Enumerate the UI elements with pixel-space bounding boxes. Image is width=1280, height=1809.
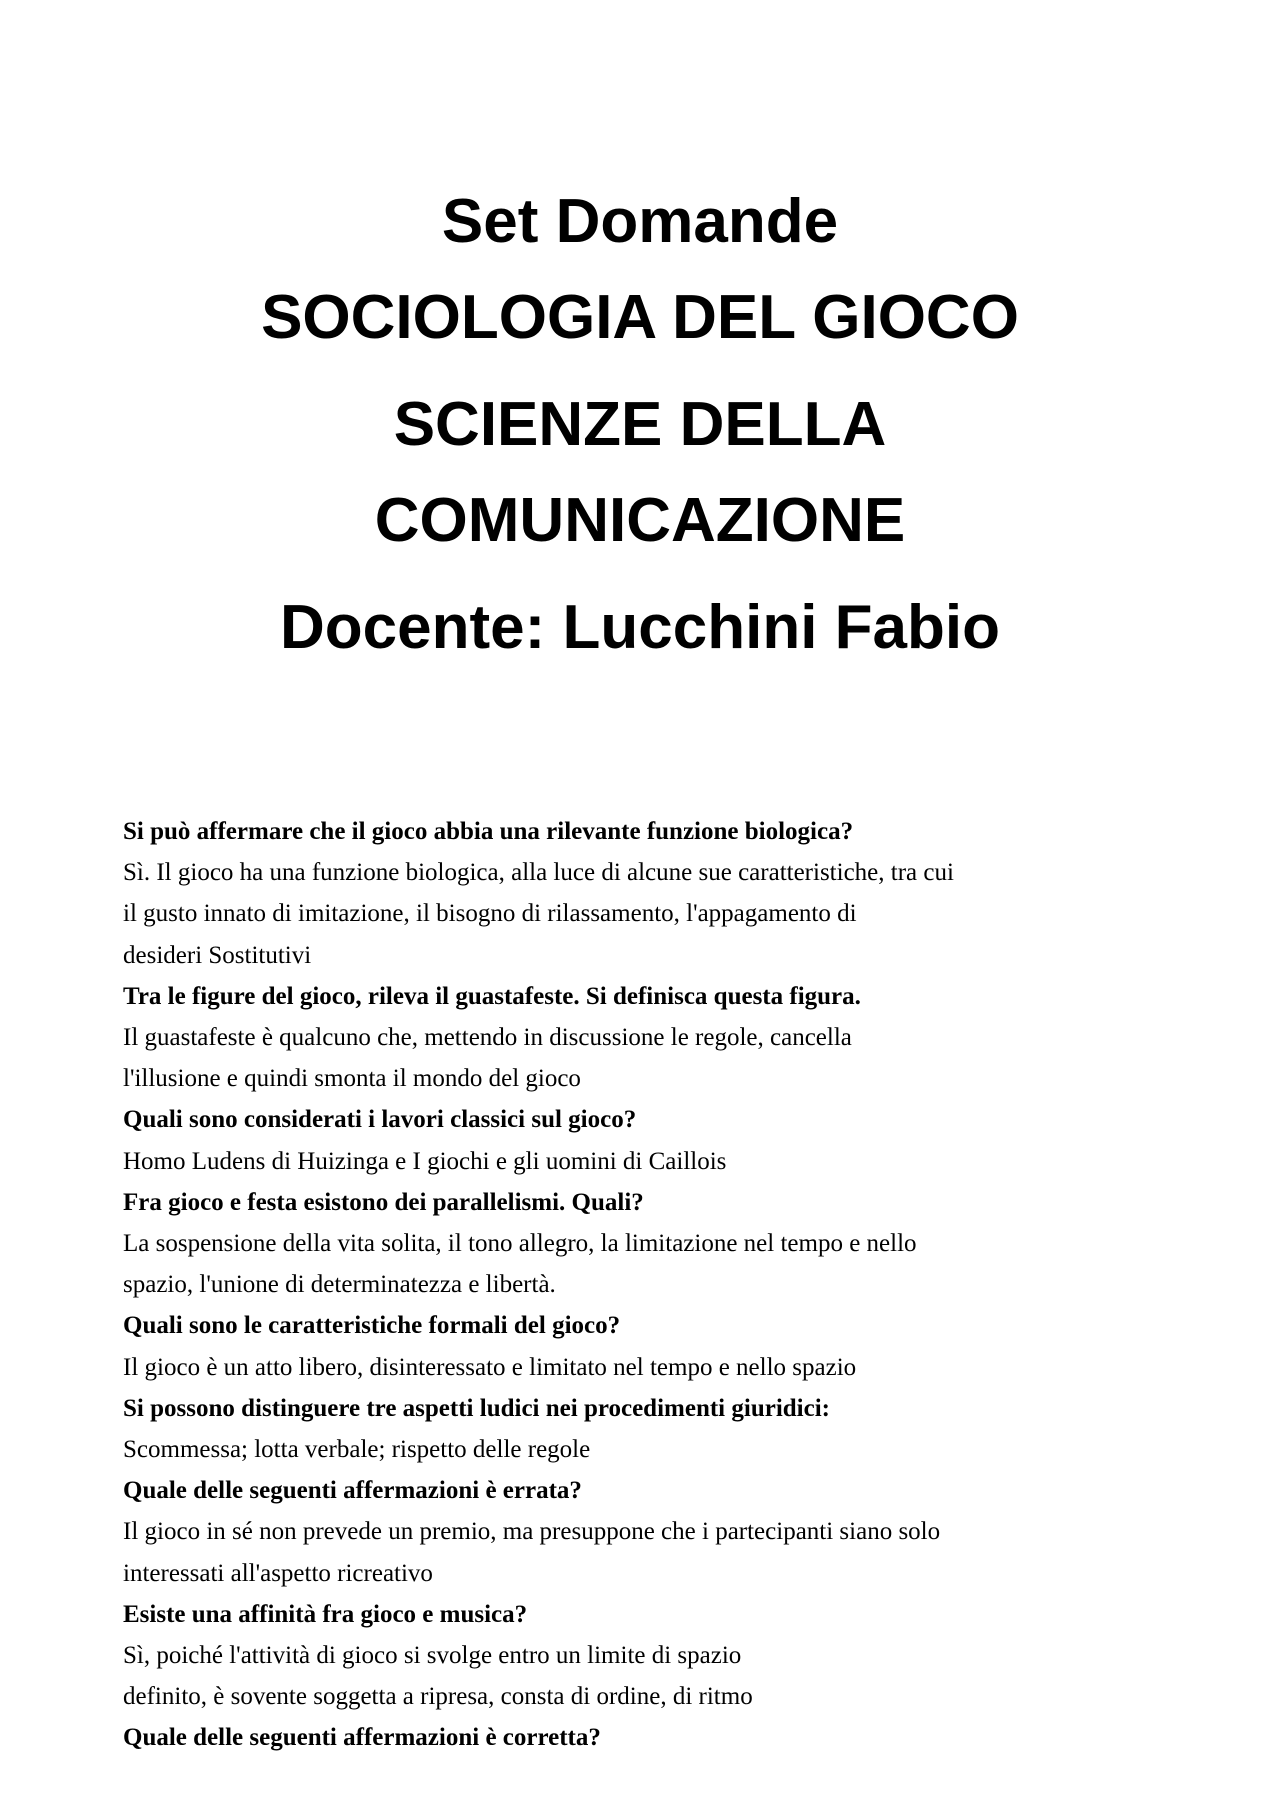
question-answer-list: [123, 811, 1183, 1759]
title-line: SOCIOLOGIA DEL GIOCO: [261, 283, 1019, 352]
answer-line: spazio, l'unione di determinatezza e libertà.: [123, 1271, 556, 1299]
title-line: SCIENZE DELLA: [393, 390, 887, 459]
title-line: COMUNICAZIONE: [374, 486, 906, 555]
answer-line: Il gioco in sé non prevede un premio, ma presuppone che i partecipanti siano solo: [123, 1518, 941, 1546]
title-line: Set Domande: [441, 187, 839, 256]
question: Quali sono le caratteristiche formali del gioco?: [123, 1312, 621, 1340]
answer-line: La sospensione della vita solita, il tono allegro, la limitazione nel tempo e nello: [123, 1230, 917, 1258]
answer-line: Sì. Il gioco ha una funzione biologica, alla luce di alcune sue caratteristiche, tra cui: [123, 859, 954, 887]
answer-line: l'illusione e quindi smonta il mondo del gioco: [123, 1065, 581, 1093]
question: Si possono distinguere tre aspetti ludici nei procedimenti giuridici:: [123, 1394, 830, 1422]
question: Si può affermare che il gioco abbia una rilevante funzione biologica?: [123, 818, 854, 845]
question: Quale delle seguenti affermazioni è corretta?: [123, 1724, 601, 1752]
question: Quali sono considerati i lavori classici sul gioco?: [123, 1106, 637, 1134]
question: Tra le figure del gioco, rileva il guastafeste. Si definisca questa figura.: [123, 982, 861, 1010]
question: Esiste una affinità fra gioco e musica?: [123, 1600, 528, 1628]
answer-line: il gusto innato di imitazione, il bisogno di rilassamento, l'appagamento di: [123, 900, 857, 928]
title-line: Docente: Lucchini Fabio: [280, 593, 1000, 662]
answer-line: Homo Ludens di Huizinga e I giochi e gli uomini di Caillois: [123, 1147, 727, 1175]
answer-line: Il guastafeste è qualcuno che, mettendo in discussione le regole, cancella: [123, 1024, 852, 1052]
answer-line: definito, è sovente soggetta a ripresa, consta di ordine, di ritmo: [123, 1683, 753, 1711]
answer-line: Sì, poiché l'attività di gioco si svolge entro un limite di spazio: [123, 1642, 742, 1670]
answer-line: Il gioco è un atto libero, disinteressato e limitato nel tempo e nello spazio: [123, 1353, 857, 1381]
question: Quale delle seguenti affermazioni è errata?: [123, 1477, 582, 1505]
answer-line: Scommessa; lotta verbale; rispetto delle regole: [123, 1436, 591, 1464]
answer-line: interessati all'aspetto ricreativo: [123, 1559, 433, 1587]
question: Fra gioco e festa esistono dei parallelismi. Quali?: [123, 1188, 644, 1216]
document-title: [0, 182, 1280, 695]
answer-line: desideri Sostitutivi: [123, 941, 312, 969]
